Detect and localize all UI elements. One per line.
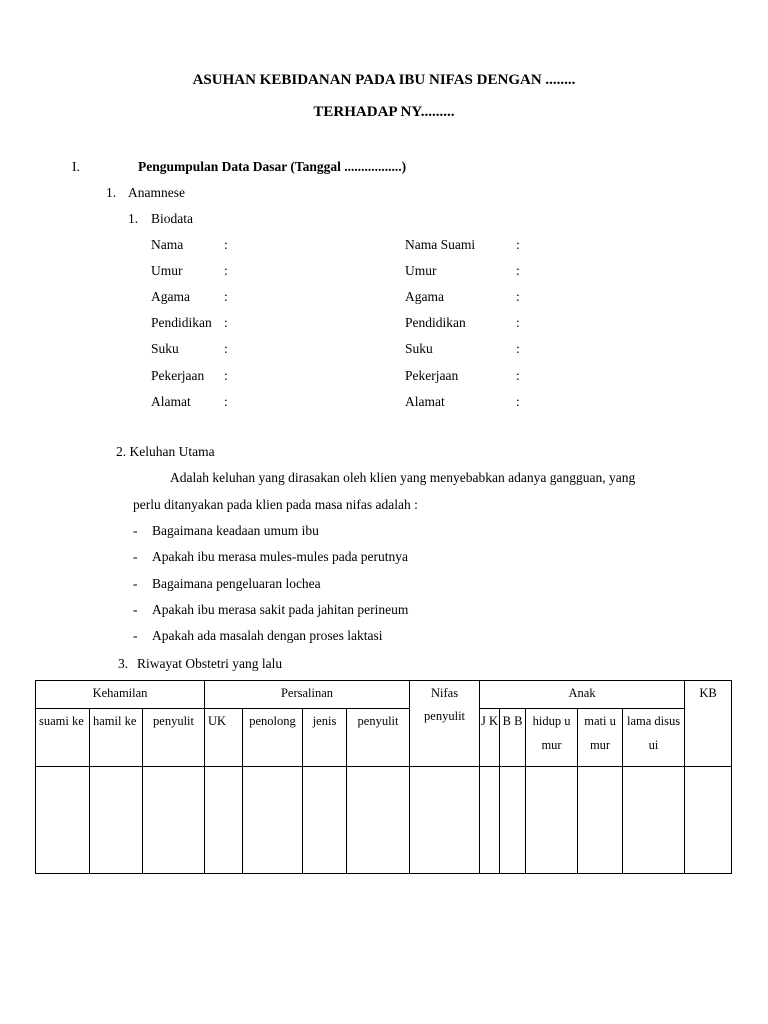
keluhan-paragraph-line1: Adalah keluhan yang dirasakan oleh klien yang menyebabkan adanya gangguan, yang <box>170 470 636 485</box>
riwayat-label: Riwayat Obstetri yang lalu <box>137 656 283 671</box>
header-bb: B B <box>500 709 526 767</box>
field-colon: : <box>516 237 520 252</box>
field-colon: : <box>224 394 228 409</box>
header-hidup-umur: hidup umur <box>526 709 578 767</box>
field-label: Nama <box>151 237 184 252</box>
field-label: Pendidikan <box>405 315 466 330</box>
list-item: Bagaimana pengeluaran lochea <box>152 576 321 591</box>
biodata-label: Biodata <box>151 211 193 226</box>
list-item: Apakah ibu merasa mules-mules pada perutnya <box>152 549 409 564</box>
field-label: Suku <box>151 341 179 356</box>
bullet-dash: - <box>133 628 138 643</box>
table-cell[interactable] <box>90 767 143 874</box>
riwayat-number: 3. <box>118 656 129 671</box>
field-label: Alamat <box>151 394 191 409</box>
field-label: Umur <box>151 263 183 278</box>
field-colon: : <box>224 263 228 278</box>
field-colon: : <box>224 289 228 304</box>
anamnese-label: Anamnese <box>128 185 185 200</box>
header-penyulit-persalinan: penyulit <box>347 709 410 767</box>
header-mati-umur: mati umur <box>578 709 623 767</box>
field-colon: : <box>516 368 520 383</box>
field-colon: : <box>516 394 520 409</box>
table-cell[interactable] <box>623 767 685 874</box>
table-cell[interactable] <box>685 767 732 874</box>
bullet-dash: - <box>133 602 138 617</box>
header-kb: KB <box>685 681 732 767</box>
table-cell[interactable] <box>347 767 410 874</box>
header-nifas-penyulit: penyulit <box>410 709 480 767</box>
document-title-line1: ASUHAN KEBIDANAN PADA IBU NIFAS DENGAN ........ <box>192 72 576 88</box>
field-colon: : <box>224 368 228 383</box>
header-kehamilan: Kehamilan <box>36 681 205 709</box>
field-colon: : <box>516 263 520 278</box>
header-lama-disusui: lama disusui <box>623 709 685 767</box>
section-heading: Pengumpulan Data Dasar (Tanggal .................) <box>138 159 407 174</box>
field-label: Pendidikan <box>151 315 212 330</box>
header-anak: Anak <box>480 681 685 709</box>
table-cell[interactable] <box>303 767 347 874</box>
header-penyulit-kehamilan: penyulit <box>143 709 205 767</box>
field-colon: : <box>224 315 228 330</box>
field-label: Umur <box>405 263 437 278</box>
table-cell[interactable] <box>243 767 303 874</box>
field-colon: : <box>516 315 520 330</box>
field-label: Nama Suami <box>405 237 476 252</box>
field-colon: : <box>516 341 520 356</box>
table-sub-header-row <box>36 709 732 767</box>
document-title-line2: TERHADAP NY......... <box>313 104 455 120</box>
field-label: Alamat <box>405 394 445 409</box>
field-label: Agama <box>151 289 190 304</box>
header-suami-ke: suami ke <box>36 709 90 767</box>
keluhan-paragraph-line2: perlu ditanyakan pada klien pada masa nifas adalah : <box>133 497 418 512</box>
obstetric-history-table <box>35 680 732 874</box>
table-cell[interactable] <box>480 767 500 874</box>
anamnese-number: 1. <box>106 185 117 200</box>
table-cell[interactable] <box>205 767 243 874</box>
header-persalinan: Persalinan <box>205 681 410 709</box>
list-item: Apakah ibu merasa sakit pada jahitan perineum <box>152 602 409 617</box>
bullet-dash: - <box>133 576 138 591</box>
list-item: Bagaimana keadaan umum ibu <box>152 523 319 538</box>
table-row <box>36 767 732 874</box>
table-cell[interactable] <box>143 767 205 874</box>
field-label: Suku <box>405 341 433 356</box>
bullet-dash: - <box>133 523 138 538</box>
header-uk: UK <box>205 709 243 767</box>
header-jenis: jenis <box>303 709 347 767</box>
list-item: Apakah ada masalah dengan proses laktasi <box>152 628 383 643</box>
header-penolong: penolong <box>243 709 303 767</box>
table-cell[interactable] <box>526 767 578 874</box>
field-colon: : <box>516 289 520 304</box>
field-label: Pekerjaan <box>405 368 459 383</box>
header-hamil-ke: hamil ke <box>90 709 143 767</box>
header-jk: J K <box>480 709 500 767</box>
table-group-header-row <box>36 681 732 709</box>
header-nifas: Nifas <box>410 681 480 709</box>
table-cell[interactable] <box>36 767 90 874</box>
bullet-dash: - <box>133 549 138 564</box>
field-label: Pekerjaan <box>151 368 205 383</box>
biodata-number: 1. <box>128 211 139 226</box>
field-colon: : <box>224 237 228 252</box>
table-cell[interactable] <box>410 767 480 874</box>
table-cell[interactable] <box>578 767 623 874</box>
field-label: Agama <box>405 289 444 304</box>
field-colon: : <box>224 341 228 356</box>
keluhan-heading: 2. Keluhan Utama <box>116 444 215 459</box>
section-numeral: I. <box>72 159 80 174</box>
table-cell[interactable] <box>500 767 526 874</box>
